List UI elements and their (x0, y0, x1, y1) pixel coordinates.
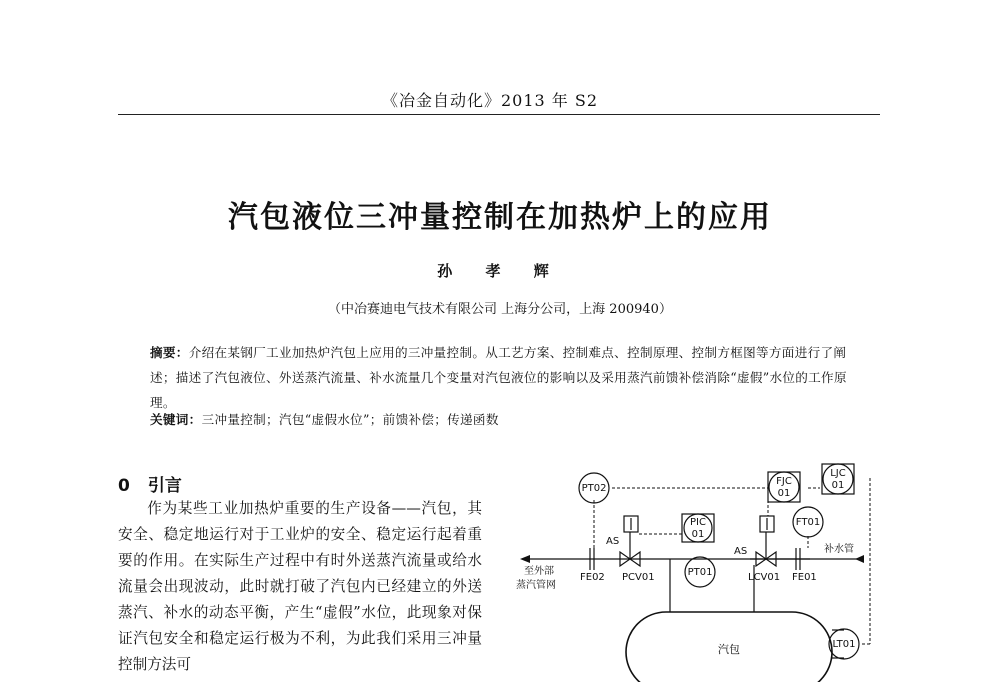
to-external-label-1: 至外部 (524, 566, 554, 577)
paper-author: 孙 孝 辉 (437, 262, 563, 280)
abstract (150, 340, 858, 415)
steam-outlet-arrow (520, 555, 530, 563)
makeup-water-label: 补水管 (824, 544, 854, 555)
process-diagram (510, 462, 882, 682)
keywords-text: 三冲量控制；汽包“虚假水位”；前馈补偿；传递函数 (201, 412, 499, 427)
pt02-label: PT02 (581, 483, 607, 494)
intro-paragraph: 作为某些工业加热炉重要的生产设备——汽包，其安全、稳定地运行对于工业炉的安全、稳定运行起着重要的作用。在实际生产过程中有时外送蒸汽流量或给水流量会出现波动，此时就打破了汽包内已经建立的外送蒸汽、补水的动态平衡，产生“虚假”水位，此现象对保证汽包安全和稳定运行极为不利，为此我们采用三冲量控制方法可 (118, 500, 482, 673)
header-rule (118, 114, 880, 115)
as-right-label: AS (734, 546, 748, 557)
journal-header: 《冶金自动化》2013 年 S2 (381, 91, 599, 110)
ft01-label: FT01 (795, 517, 821, 528)
water-inlet-arrow (855, 555, 864, 563)
to-external-label-2: 蒸汽管网 (516, 580, 556, 591)
keywords (150, 409, 858, 428)
paper-title: 汽包液位三冲量控制在加热炉上的应用 (228, 200, 772, 235)
section-number: 0 (118, 476, 130, 496)
lt01-label: LT01 (832, 639, 856, 650)
body-text (118, 496, 482, 678)
lcv01-label: LCV01 (748, 572, 781, 583)
pt01-label: PT01 (687, 567, 713, 578)
pic01-label-1: PIC (690, 517, 706, 528)
ljc01-label-1: LJC (830, 468, 846, 479)
fe01-label: FE01 (792, 572, 817, 583)
fe02-label: FE02 (580, 572, 605, 583)
drum-label: 汽包 (718, 643, 740, 656)
fjc01-label-1: FJC (776, 476, 792, 487)
section-heading (118, 471, 182, 496)
as-left-label: AS (606, 536, 620, 547)
section-title: 引言 (147, 476, 182, 496)
pic01-label-2: 01 (691, 529, 705, 540)
keywords-label: 关键词： (150, 412, 202, 427)
fjc01-label-2: 01 (777, 488, 791, 499)
abstract-label: 摘要： (150, 345, 189, 360)
paper-affiliation: （中冶赛迪电气技术有限公司 上海分公司，上海 200940） (328, 302, 672, 317)
pcv01-label: PCV01 (622, 572, 655, 583)
abstract-text: 介绍在某钢厂工业加热炉汽包上应用的三冲量控制。从工艺方案、控制难点、控制原理、控制方框图等方面进行了阐述；描述了汽包液位、外送蒸汽流量、补水流量几个变量对汽包液位的影响以及采用蒸汽前馈补偿消除“虚假”水位的工作原理。 (150, 345, 847, 410)
ljc01-label-2: 01 (831, 480, 845, 491)
